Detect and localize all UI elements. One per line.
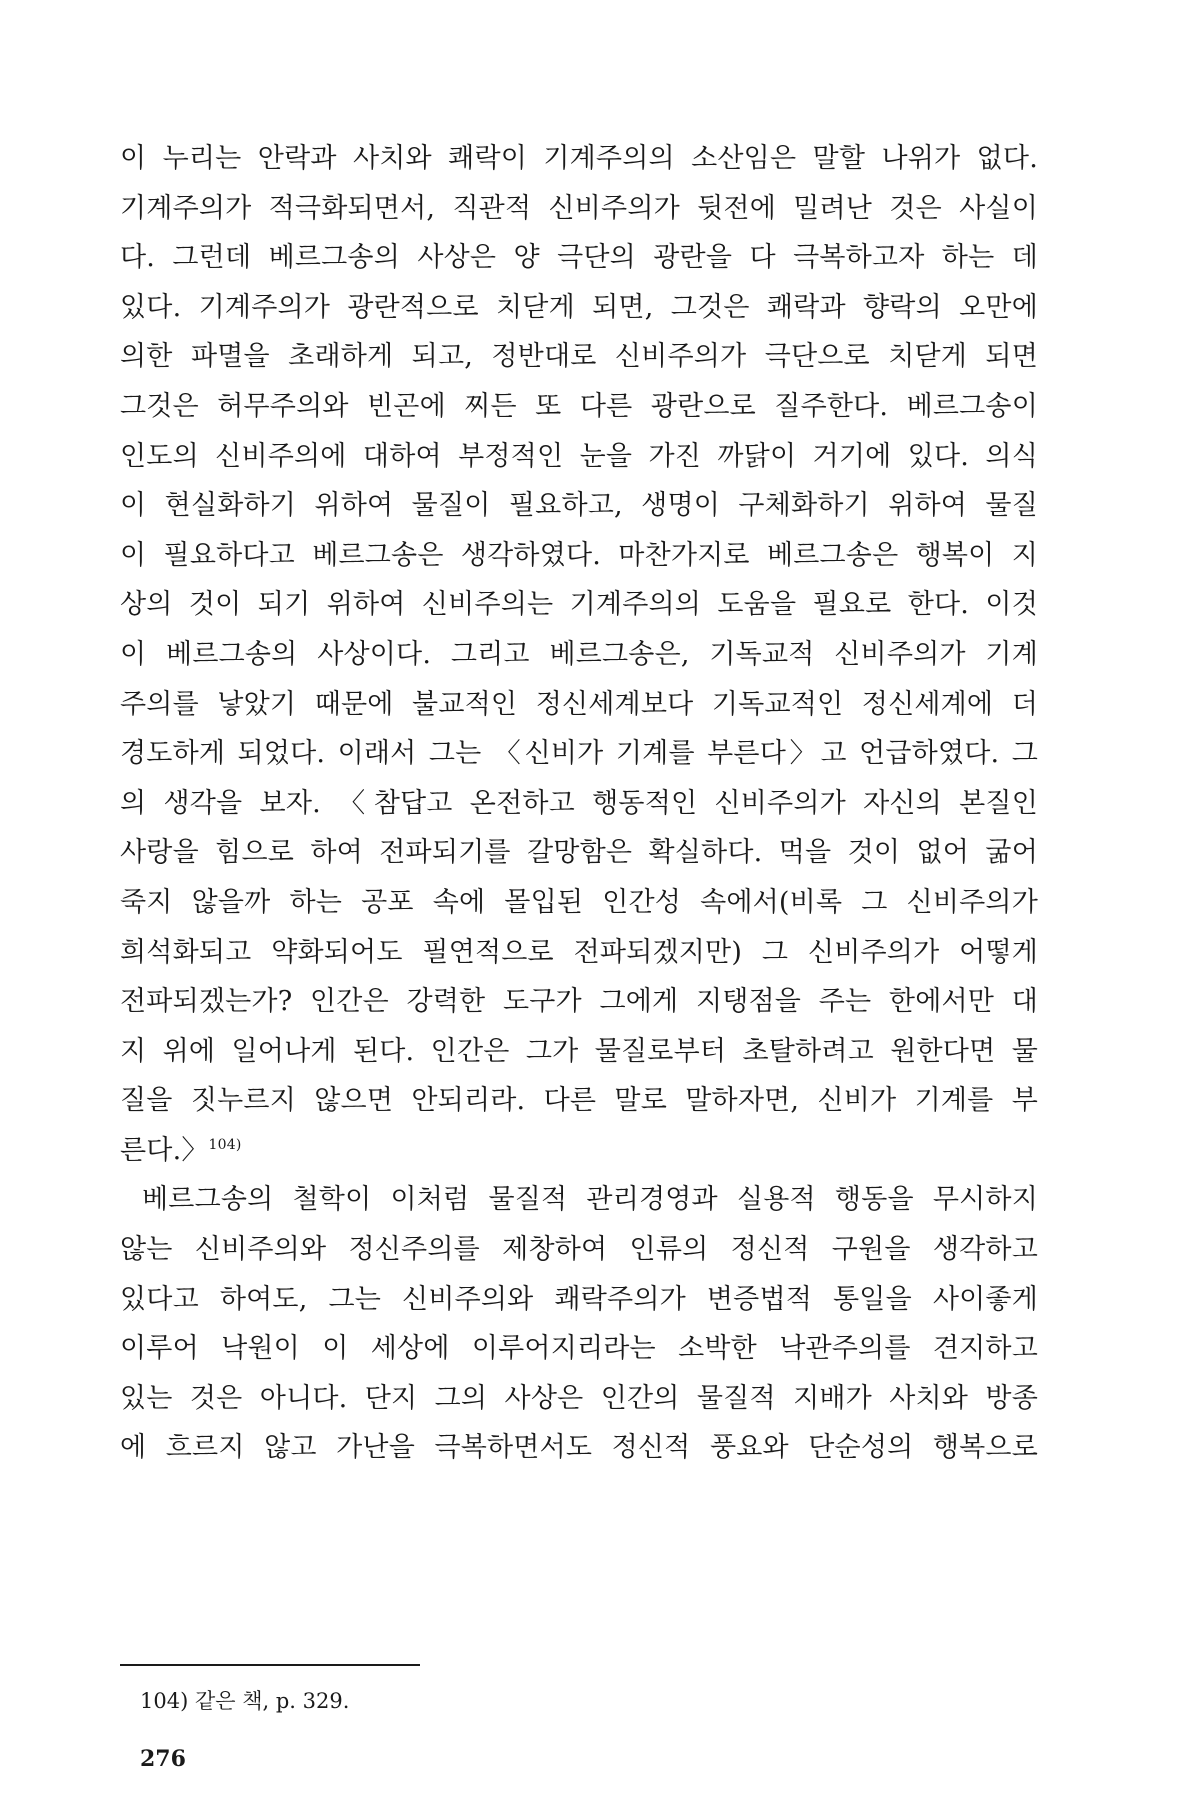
text-line: 희석화되고 약화되어도 필연적으로 전파되겠지만) 그 신비주의가 어떻게 (120, 936, 1038, 968)
text-line: 있다고 하여도, 그는 신비주의와 쾌락주의가 변증법적 통일을 사이좋게 (120, 1283, 1038, 1315)
text-line: 상의 것이 되기 위하여 신비주의는 기계주의의 도움을 필요로 한다. 이것 (120, 589, 1038, 621)
footnote-divider (120, 1664, 420, 1666)
text-line: 주의를 낳았기 때문에 불교적인 정신세계보다 기독교적인 정신세계에 더 (120, 688, 1038, 720)
text-line: 인도의 신비주의에 대하여 부정적인 눈을 가진 까닭이 거기에 있다. 의식 (120, 440, 1038, 472)
text-line: 그것은 허무주의와 빈곤에 찌든 또 다른 광란으로 질주한다. 베르그송이 (120, 390, 1038, 422)
page-number: 276 (140, 1746, 186, 1772)
text-line: 경도하게 되었다. 이래서 그는 〈신비가 기계를 부른다〉고 언급하였다. 그 (120, 738, 1038, 770)
text-line: 사랑을 힘으로 하여 전파되기를 갈망함은 확실하다. 먹을 것이 없어 굶어 (120, 837, 1038, 869)
text-line: 전파되겠는가? 인간은 강력한 도구가 그에게 지탱점을 주는 한에서만 대 (120, 986, 1038, 1018)
text-line: 의한 파멸을 초래하게 되고, 정반대로 신비주의가 극단으로 치닫게 되면 (120, 341, 1038, 373)
body-text (120, 134, 1038, 1473)
paragraph-1 (120, 134, 1038, 1175)
text-line: 의 생각을 보자. 〈참답고 온전하고 행동적인 신비주의가 자신의 본질인 (120, 787, 1038, 819)
text-line: 이 누리는 안락과 사치와 쾌락이 기계주의의 소산임은 말할 나위가 없다. (120, 143, 1038, 174)
text-line: 에 흐르지 않고 가난을 극복하면서도 정신적 풍요와 단순성의 행복으로 (120, 1432, 1038, 1464)
text-line-final (120, 1126, 1038, 1176)
footnote-reference: 104) (208, 1136, 242, 1153)
final-line-text: 른다.〉 (120, 1134, 209, 1166)
text-line: 기계주의가 적극화되면서, 직관적 신비주의가 뒷전에 밀려난 것은 사실이 (120, 192, 1038, 224)
text-line: 있다. 기계주의가 광란적으로 치닫게 되면, 그것은 쾌락과 향락의 오만에 (120, 291, 1038, 323)
text-line: 이 베르그송의 사상이다. 그리고 베르그송은, 기독교적 신비주의가 기계 (120, 638, 1038, 670)
text-line: 죽지 않을까 하는 공포 속에 몰입된 인간성 속에서(비록 그 신비주의가 (120, 886, 1038, 918)
text-line: 베르그송의 철학이 이처럼 물질적 관리경영과 실용적 행동을 무시하지 (142, 1184, 1038, 1216)
paragraph-2 (120, 1175, 1038, 1473)
text-line: 이루어 낙원이 이 세상에 이루어지리라는 소박한 낙관주의를 견지하고 (120, 1333, 1038, 1365)
text-line: 다. 그런데 베르그송의 사상은 양 극단의 광란을 다 극복하고자 하는 데 (120, 242, 1038, 274)
text-line: 않는 신비주의와 정신주의를 제창하여 인류의 정신적 구원을 생각하고 (120, 1234, 1038, 1266)
text-line: 이 현실화하기 위하여 물질이 필요하고, 생명이 구체화하기 위하여 물질 (120, 490, 1038, 522)
footnote: 104) 같은 책, p. 329. (140, 1689, 350, 1713)
text-line: 질을 짓누르지 않으면 안되리라. 다른 말로 말하자면, 신비가 기계를 부 (120, 1085, 1038, 1117)
text-line: 이 필요하다고 베르그송은 생각하였다. 마찬가지로 베르그송은 행복이 지 (120, 539, 1038, 571)
text-line: 있는 것은 아니다. 단지 그의 사상은 인간의 물질적 지배가 사치와 방종 (120, 1382, 1038, 1414)
text-line: 지 위에 일어나게 된다. 인간은 그가 물질로부터 초탈하려고 원한다면 물 (120, 1035, 1038, 1067)
